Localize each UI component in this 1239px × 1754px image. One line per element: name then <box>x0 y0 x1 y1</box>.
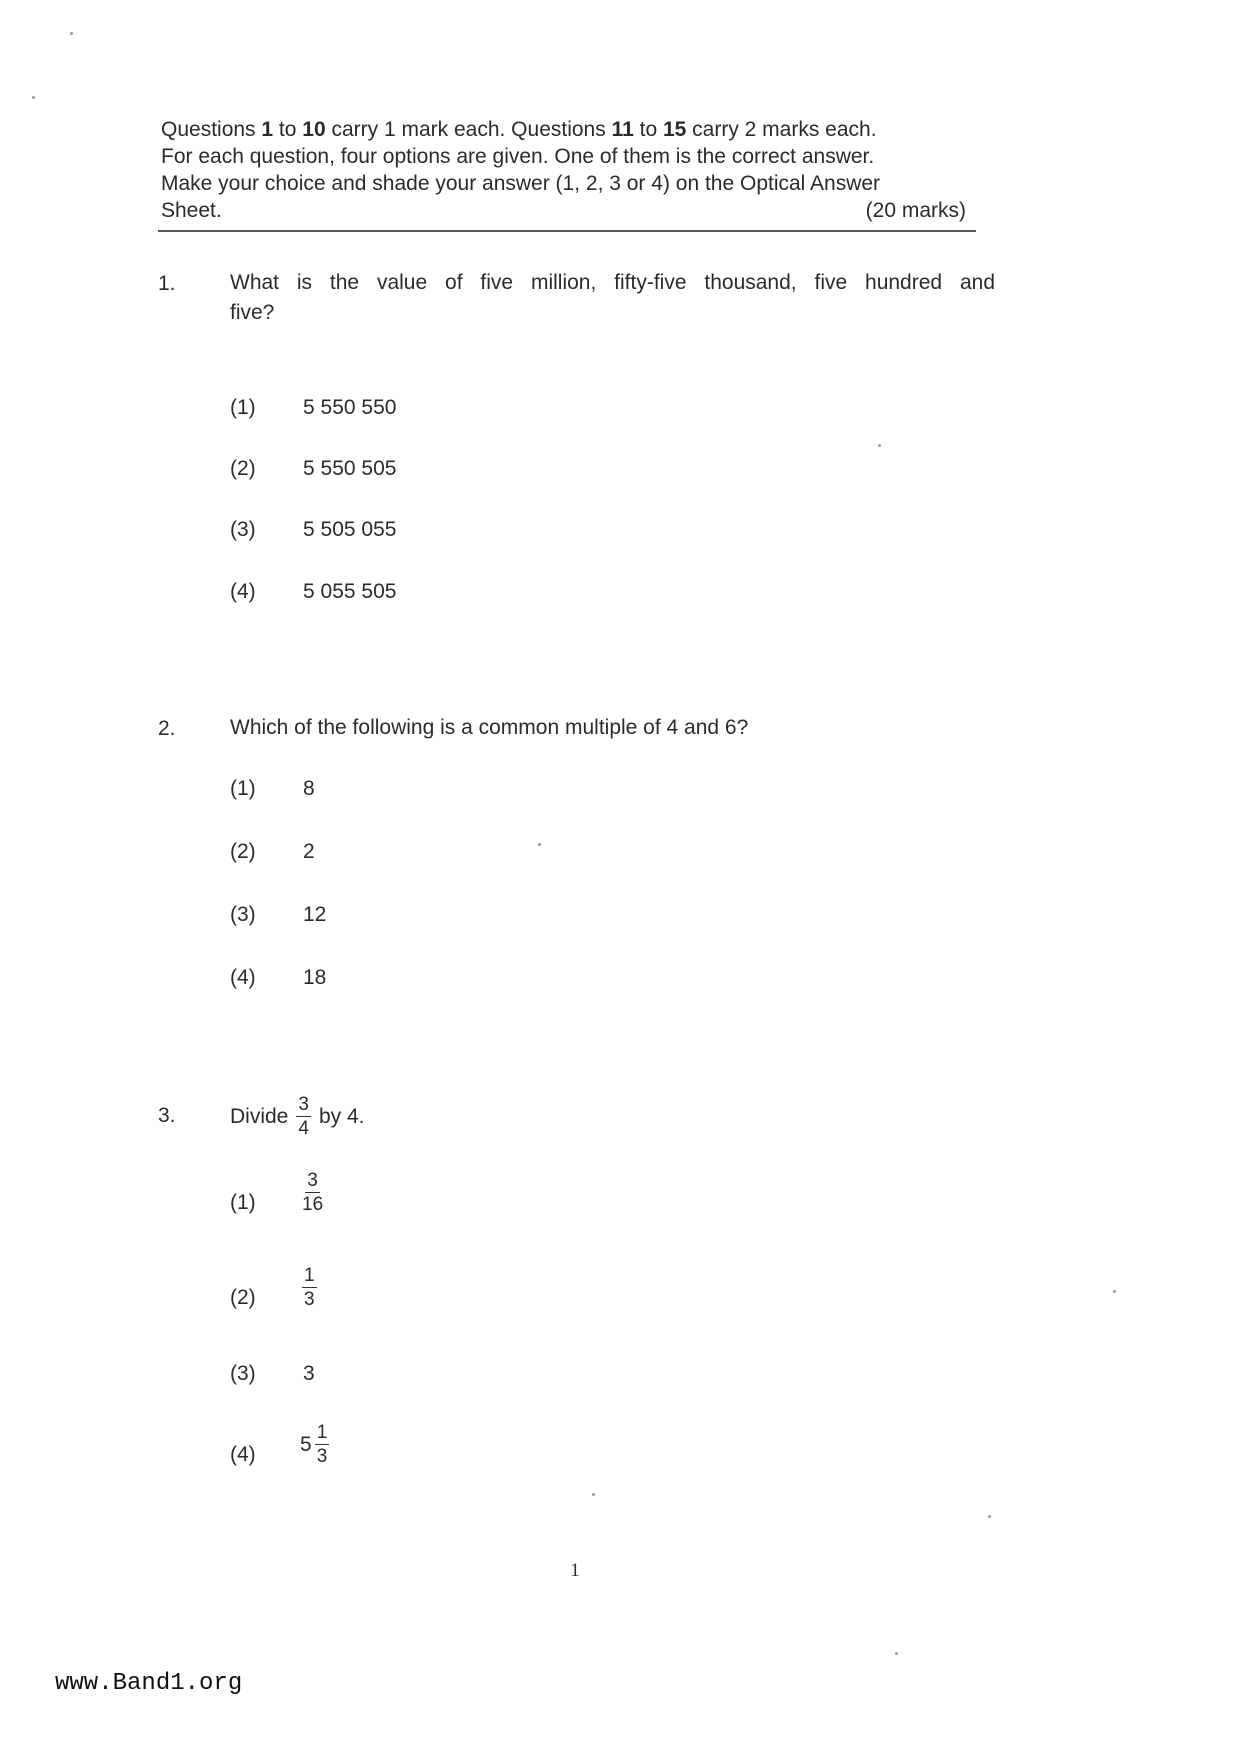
question-3-option-1-denominator: 16 <box>302 1194 324 1215</box>
question-3-option-1-label: (1) <box>230 1191 256 1214</box>
question-1-text-line-2: five? <box>230 301 275 324</box>
question-1-number: 1. <box>158 272 176 295</box>
question-1-option-4-value: 5 055 505 <box>303 580 397 603</box>
question-3-text-before: Divide <box>230 1105 289 1128</box>
question-3-fraction <box>296 1096 311 1138</box>
question-3-fraction-denominator: 4 <box>298 1118 309 1139</box>
scan-speck <box>1113 1290 1116 1293</box>
question-3-option-4-denominator: 3 <box>316 1446 328 1467</box>
question-2-option-1-value: 8 <box>303 777 315 800</box>
question-3-option-1-fraction <box>302 1172 323 1214</box>
footer-url: www.Band1.org <box>55 1670 243 1697</box>
question-1-option-3-value: 5 505 055 <box>303 518 397 541</box>
question-3-option-4-numerator: 1 <box>316 1422 328 1443</box>
question-1-option-4-label: (4) <box>230 580 256 603</box>
question-3-option-4-value <box>300 1424 329 1466</box>
question-2-option-2-value: 2 <box>303 840 315 863</box>
question-2-option-4-value: 18 <box>303 966 327 989</box>
question-3-option-2-denominator: 3 <box>304 1289 315 1310</box>
question-3-option-2-numerator: 1 <box>304 1265 315 1286</box>
question-3-text-after: by 4. <box>318 1105 365 1128</box>
question-2-option-4-label: (4) <box>230 966 256 989</box>
question-3-fraction-numerator: 3 <box>298 1094 309 1115</box>
question-3-option-1-numerator: 3 <box>307 1170 318 1191</box>
question-3-option-4-label: (4) <box>230 1443 256 1466</box>
scan-speck <box>895 1652 898 1655</box>
total-marks: (20 marks) <box>865 199 966 222</box>
instructions-line-3: Make your choice and shade your answer (1, 2, 3 or 4) on the Optical Answer <box>161 172 881 195</box>
question-3-option-4-whole: 5 <box>300 1433 312 1456</box>
question-3-option-3-value: 3 <box>303 1362 315 1385</box>
question-1-text <box>230 268 995 328</box>
scan-speck <box>538 843 541 846</box>
question-1-option-2-value: 5 550 505 <box>303 457 397 480</box>
page-number: 1 <box>570 1560 580 1581</box>
instructions <box>161 116 981 224</box>
instructions-line-4 <box>161 197 966 224</box>
scan-speck <box>988 1515 991 1518</box>
question-3-option-4-fraction <box>315 1424 330 1466</box>
question-1-option-3-label: (3) <box>230 518 256 541</box>
instructions-sheet: Sheet. <box>161 199 222 222</box>
question-2-option-2-label: (2) <box>230 840 256 863</box>
question-3-text <box>230 1088 364 1146</box>
question-3-option-2-fraction <box>302 1267 317 1309</box>
instructions-line-2: For each question, four options are given. One of them is the correct answer. <box>161 145 875 168</box>
instructions-divider <box>158 230 976 232</box>
question-1-option-1-value: 5 550 550 <box>303 396 397 419</box>
scan-speck <box>32 96 35 99</box>
question-2-option-3-label: (3) <box>230 903 256 926</box>
instructions-line-1: Questions 1 to 10 carry 1 mark each. Questions 11 to 15 carry 2 marks each. <box>161 118 877 141</box>
question-3-number: 3. <box>158 1104 176 1127</box>
question-2-option-3-value: 12 <box>303 903 327 926</box>
question-1-text-line-1: What is the value of five million, fifty-five thousand, five hundred and <box>230 271 995 294</box>
question-2-option-1-label: (1) <box>230 777 256 800</box>
question-3-option-2-label: (2) <box>230 1286 256 1309</box>
question-2-number: 2. <box>158 717 176 740</box>
question-1-option-2-label: (2) <box>230 457 256 480</box>
question-3-option-3-label: (3) <box>230 1362 256 1385</box>
scan-speck <box>878 444 881 447</box>
question-1-option-1-label: (1) <box>230 396 256 419</box>
question-2-text: Which of the following is a common multiple of 4 and 6? <box>230 716 749 739</box>
question-3-option-1-value <box>302 1172 323 1214</box>
scan-speck <box>70 32 73 35</box>
scan-speck <box>592 1493 595 1496</box>
question-3-option-2-value <box>302 1267 317 1309</box>
